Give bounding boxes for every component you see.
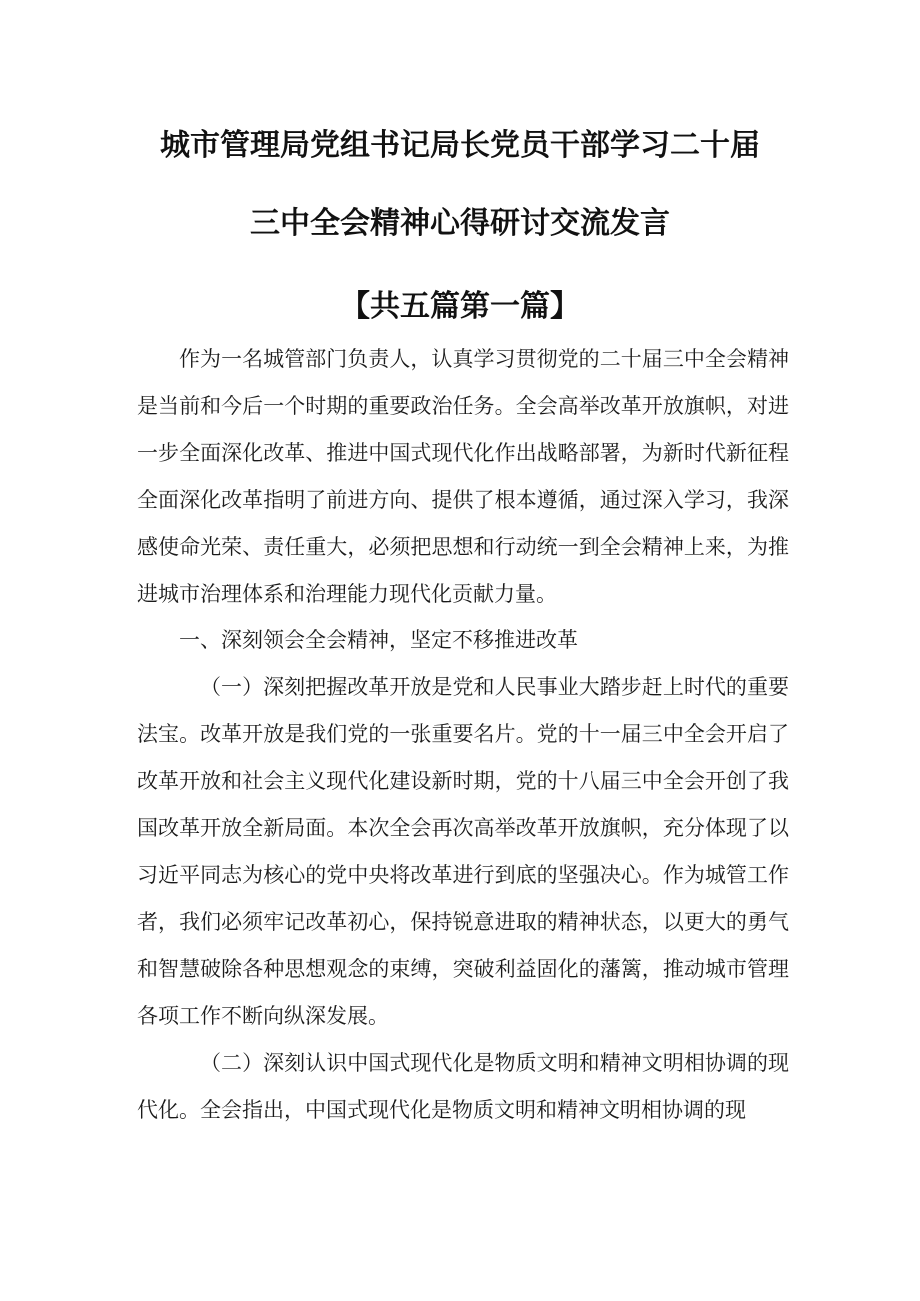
document-part-label: 【共五篇第一篇】 [340,289,580,324]
intro-paragraph: 作为一名城管部门负责人，认真学习贯彻党的二十届三中全会精神是当前和今后一个时期的重要政治任务。全会高举改革开放旗帜，对进一步全面深化改革、推进中国式现代化作出战略部署，为新时代新征程全面深化改革指明了前进方向、提供了根本遵循，通过深入学习，我深感使命光荣、责任重大，必须把思想和行动统一到全会精神上来，为推进城市治理体系和治理能力现代化贡献力量。 [137,347,789,606]
document-title-line-1: 城市管理局党组书记局长党员干部学习二十届 [160,128,760,163]
document-body [137,336,789,1133]
subsection-paragraph-1: （一）深刻把握改革开放是党和人民事业大踏步赶上时代的重要法宝。改革开放是我们党的一张重要名片。党的十一届三中全会开启了改革开放和社会主义现代化建设新时期，党的十八届三中全会开创了我国改革开放全新局面。本次全会再次高举改革开放旗帜，充分体现了以习近平同志为核心的党中央将改革进行到底的坚强决心。作为城管工作者，我们必须牢记改革初心，保持锐意进取的精神状态，以更大的勇气和智慧破除各种思想观念的束缚，突破利益固化的藩篱，推动城市管理各项工作不断向纵深发展。 [137,675,789,1028]
document-title-line-2: 三中全会精神心得研讨交流发言 [250,206,670,241]
section-heading-1: 一、深刻领会全会精神，坚定不移推进改革 [179,628,578,653]
subsection-paragraph-2: （二）深刻认识中国式现代化是物质文明和精神文明相协调的现代化。全会指出，中国式现代化是物质文明和精神文明相协调的现 [137,1050,789,1122]
